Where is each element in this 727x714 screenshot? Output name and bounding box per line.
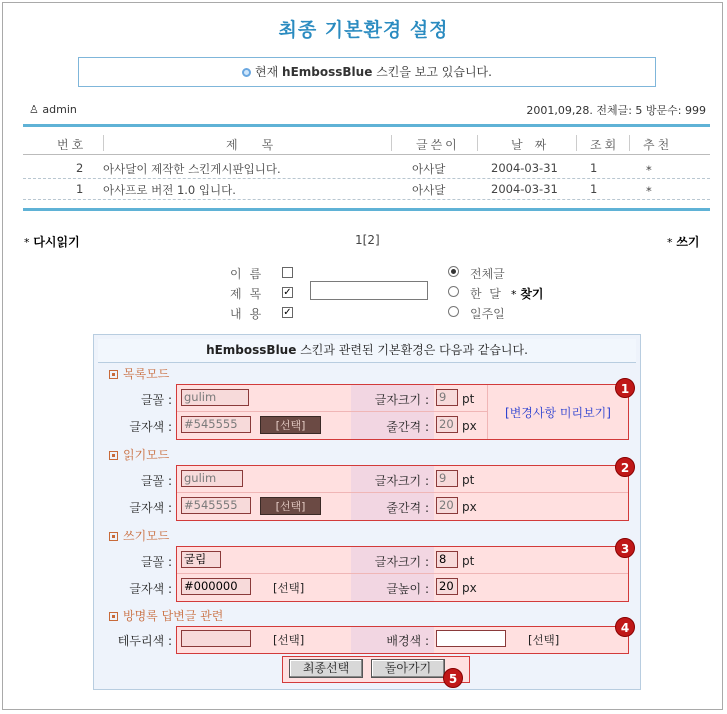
page-frame xyxy=(2,2,723,710)
range-month-radio[interactable] xyxy=(448,286,459,297)
col-header-no: 번호 xyxy=(57,138,87,152)
list-color-input[interactable]: #545555 xyxy=(181,416,251,433)
row-views: 1 xyxy=(590,182,598,196)
badge-1: 1 xyxy=(615,378,635,398)
search-field-label: 제목 xyxy=(230,287,270,301)
search-input[interactable] xyxy=(310,281,428,300)
header-separator xyxy=(629,135,630,151)
range-label: 한 달 xyxy=(470,287,501,301)
unit-px: px xyxy=(462,500,477,514)
user-icon: ♙ xyxy=(29,103,39,116)
row-subject-link[interactable]: 아사프로 버전 1.0 입니다. xyxy=(103,183,236,197)
confirm-button[interactable]: 최종선택 xyxy=(289,659,363,678)
search-name-checkbox[interactable] xyxy=(282,267,293,278)
border-color-select-link[interactable]: [선택] xyxy=(273,633,305,647)
row-date: 2004-03-31 xyxy=(491,182,558,196)
row-author: 아사달 xyxy=(412,183,446,197)
badge-3: 3 xyxy=(615,538,635,558)
header-separator xyxy=(391,135,392,151)
skin-notice: 현재 hEmbossBlue 스킨을 보고 있습니다. xyxy=(78,57,656,87)
row-votes: * xyxy=(646,163,652,177)
header-separator xyxy=(576,135,577,151)
unit-px: px xyxy=(462,419,477,433)
unit-pt: pt xyxy=(462,473,475,487)
list-size-input[interactable]: 9 xyxy=(436,389,458,406)
write-font-input[interactable]: 굴림 xyxy=(181,551,221,568)
read-size-input[interactable]: 9 xyxy=(436,470,458,487)
section-title-read: 읽기모드 xyxy=(109,446,169,463)
read-color-select-button[interactable]: [선택] xyxy=(260,497,321,515)
unit-px: px xyxy=(462,581,477,595)
col-header-views: 조회 xyxy=(590,138,620,152)
settings-intro: hEmbossBlue 스킨과 관련된 기본환경은 다음과 같습니다. xyxy=(98,339,636,363)
section-bullet-icon xyxy=(109,612,118,621)
user-name: admin xyxy=(42,103,77,116)
row-divider xyxy=(23,178,710,179)
row-no: 1 xyxy=(76,182,84,196)
read-color-input[interactable]: #545555 xyxy=(181,497,251,514)
section-title-list: 목록모드 xyxy=(109,365,169,382)
badge-4: 4 xyxy=(615,617,635,637)
skin-name: hEmbossBlue xyxy=(282,65,373,79)
write-color-input[interactable]: #000000 xyxy=(181,578,251,595)
search-field-label: 이름 xyxy=(230,267,270,281)
section-title-guestbook: 방명록 답변글 관련 xyxy=(109,607,223,624)
bullet-ring-icon xyxy=(242,68,251,77)
preview-changes-link[interactable]: [변경사항 미리보기] xyxy=(505,406,611,420)
bg-color-select-link[interactable]: [선택] xyxy=(528,633,560,647)
col-header-votes: 추천 xyxy=(643,138,673,152)
section-title-write: 쓰기모드 xyxy=(109,527,169,544)
border-color-label: 테두리색 : xyxy=(117,634,172,648)
row-no: 2 xyxy=(76,161,84,175)
bottom-divider xyxy=(23,208,710,211)
row-views: 1 xyxy=(590,161,598,175)
border-color-input[interactable] xyxy=(181,630,251,647)
spacing-label: 줄간격 : xyxy=(386,420,429,434)
search-content-checkbox[interactable]: ✓ xyxy=(283,307,292,318)
grid-line xyxy=(177,411,487,412)
badge-2: 2 xyxy=(615,457,635,477)
bg-color-input[interactable] xyxy=(436,630,506,647)
color-label: 글자색 : xyxy=(129,501,172,515)
section-bullet-icon xyxy=(109,370,118,379)
write-height-input[interactable]: 20 xyxy=(436,578,458,595)
header-separator xyxy=(477,135,478,151)
spacing-label: 줄간격 : xyxy=(386,501,429,515)
reload-link[interactable]: * 다시읽기 xyxy=(24,235,80,249)
color-label: 글자색 : xyxy=(129,582,172,596)
search-field-label: 내용 xyxy=(230,307,270,321)
unit-pt: pt xyxy=(462,554,475,568)
list-font-input[interactable]: gulim xyxy=(181,389,249,406)
write-color-select-link[interactable]: [선택] xyxy=(273,581,305,595)
list-color-select-button[interactable]: [선택] xyxy=(260,416,321,434)
size-label: 글자크기 : xyxy=(374,555,429,569)
section-bullet-icon xyxy=(109,532,118,541)
row-divider xyxy=(23,199,710,200)
row-author: 아사달 xyxy=(412,162,446,176)
size-label: 글자크기 : xyxy=(374,393,429,407)
write-size-input[interactable]: 8 xyxy=(436,551,458,568)
color-label: 글자색 : xyxy=(129,420,172,434)
bg-color-label: 배경색 : xyxy=(386,634,429,648)
row-subject-link[interactable]: 아사달이 제작한 스킨게시판입니다. xyxy=(103,162,281,176)
pagination[interactable]: 1[2] xyxy=(355,233,380,247)
section-bullet-icon xyxy=(109,451,118,460)
top-divider xyxy=(23,124,710,127)
row-date: 2004-03-31 xyxy=(491,161,558,175)
height-label: 글높이 : xyxy=(386,582,429,596)
list-spacing-input[interactable]: 20 xyxy=(436,416,458,433)
page-title: 최종 기본환경 설정 xyxy=(278,19,449,41)
font-label: 글꼴 : xyxy=(140,555,172,569)
col-header-author: 글쓴이 xyxy=(416,138,460,152)
read-font-input[interactable]: gulim xyxy=(181,470,243,487)
col-header-subject: 제목 xyxy=(226,138,298,152)
grid-line xyxy=(177,573,628,574)
unit-pt: pt xyxy=(462,392,475,406)
header-separator xyxy=(103,135,104,151)
find-button[interactable]: * 찾기 xyxy=(511,287,544,301)
row-votes: * xyxy=(646,184,652,198)
font-label: 글꼴 : xyxy=(140,474,172,488)
back-button[interactable]: 돌아가기 xyxy=(371,659,445,678)
col-header-date: 날짜 xyxy=(511,138,559,152)
range-label: 일주일 xyxy=(470,307,505,321)
search-subject-checkbox[interactable]: ✓ xyxy=(283,287,292,298)
write-link[interactable]: * 쓰기 xyxy=(667,235,700,249)
read-spacing-input[interactable]: 20 xyxy=(436,497,458,514)
font-label: 글꼴 : xyxy=(140,393,172,407)
user-info xyxy=(29,103,77,116)
size-label: 글자크기 : xyxy=(374,474,429,488)
range-label: 전체글 xyxy=(470,267,505,281)
range-all-radio[interactable] xyxy=(448,266,459,277)
range-week-radio[interactable] xyxy=(448,306,459,317)
header-underline xyxy=(23,154,710,155)
board-stats: 2001,09,28. 전체글: 5 방문수: 999 xyxy=(526,104,706,117)
grid-line xyxy=(177,492,628,493)
badge-5: 5 xyxy=(443,668,463,688)
